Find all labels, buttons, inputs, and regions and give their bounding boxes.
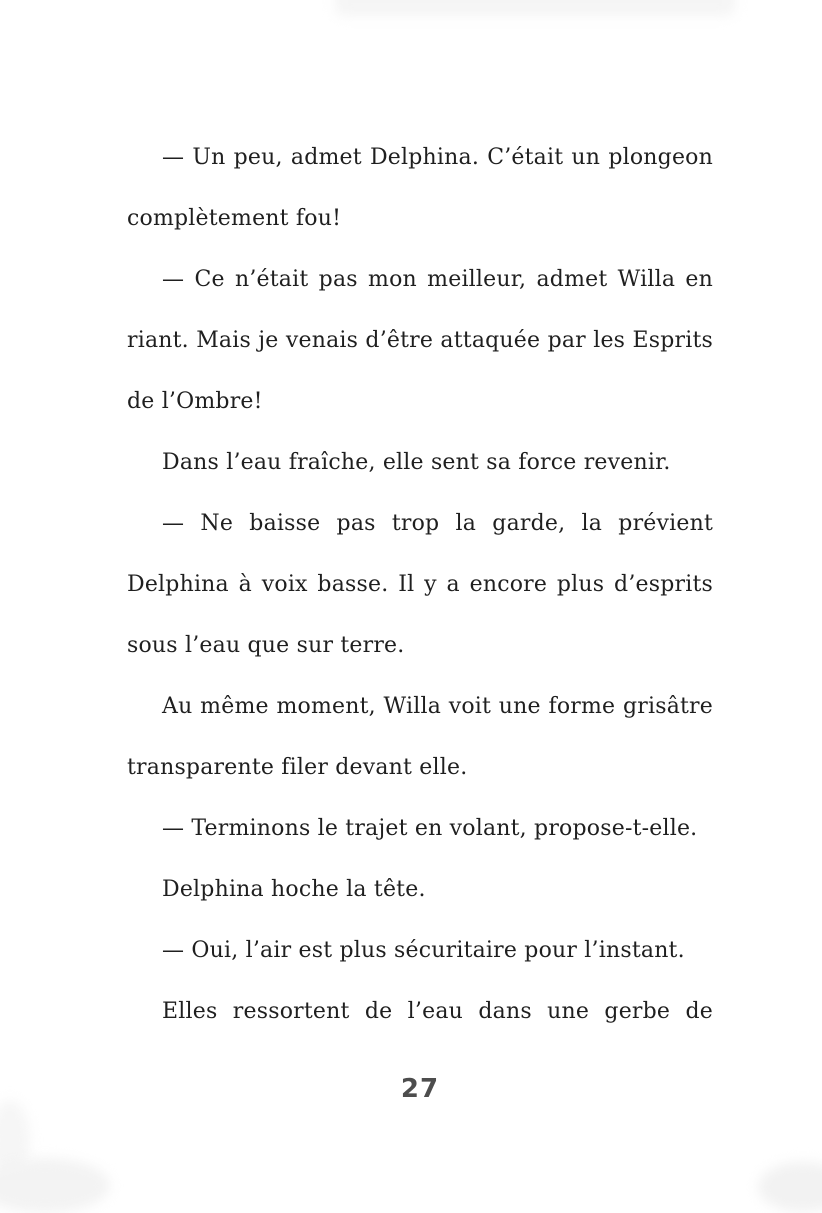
page-number: 27 bbox=[400, 1074, 440, 1104]
text-line: complètement fou! bbox=[127, 206, 342, 231]
text-line: — Un peu, admet Delphina. C’était un plongeon bbox=[162, 145, 713, 170]
body-text bbox=[127, 127, 713, 1042]
text-line: de l’Ombre! bbox=[127, 389, 263, 414]
scan-artifact-bottom-right bbox=[758, 1162, 822, 1212]
scan-artifact-bottom-left bbox=[0, 1158, 110, 1213]
scan-artifact-top bbox=[335, 0, 735, 16]
text-line: — Terminons le trajet en volant, propose-t-elle. bbox=[162, 816, 698, 841]
text-line: riant. Mais je venais d’être attaquée par les Esprits bbox=[127, 328, 713, 353]
text-line: Elles ressortent de l’eau dans une gerbe de bbox=[162, 999, 713, 1024]
text-line: Delphina hoche la tête. bbox=[162, 877, 426, 902]
text-line: sous l’eau que sur terre. bbox=[127, 633, 405, 658]
text-line: Au même moment, Willa voit une forme grisâtre bbox=[162, 694, 713, 719]
text-line: Delphina à voix basse. Il y a encore plus d’esprits bbox=[127, 572, 713, 597]
text-line: — Oui, l’air est plus sécuritaire pour l’instant. bbox=[162, 938, 685, 963]
text-line: transparente filer devant elle. bbox=[127, 755, 468, 780]
text-line: — Ne baisse pas trop la garde, la prévient bbox=[162, 511, 713, 536]
text-line: — Ce n’était pas mon meilleur, admet Willa en bbox=[162, 267, 713, 292]
scan-artifact-left bbox=[0, 1100, 30, 1180]
text-line: Dans l’eau fraîche, elle sent sa force revenir. bbox=[162, 450, 671, 475]
